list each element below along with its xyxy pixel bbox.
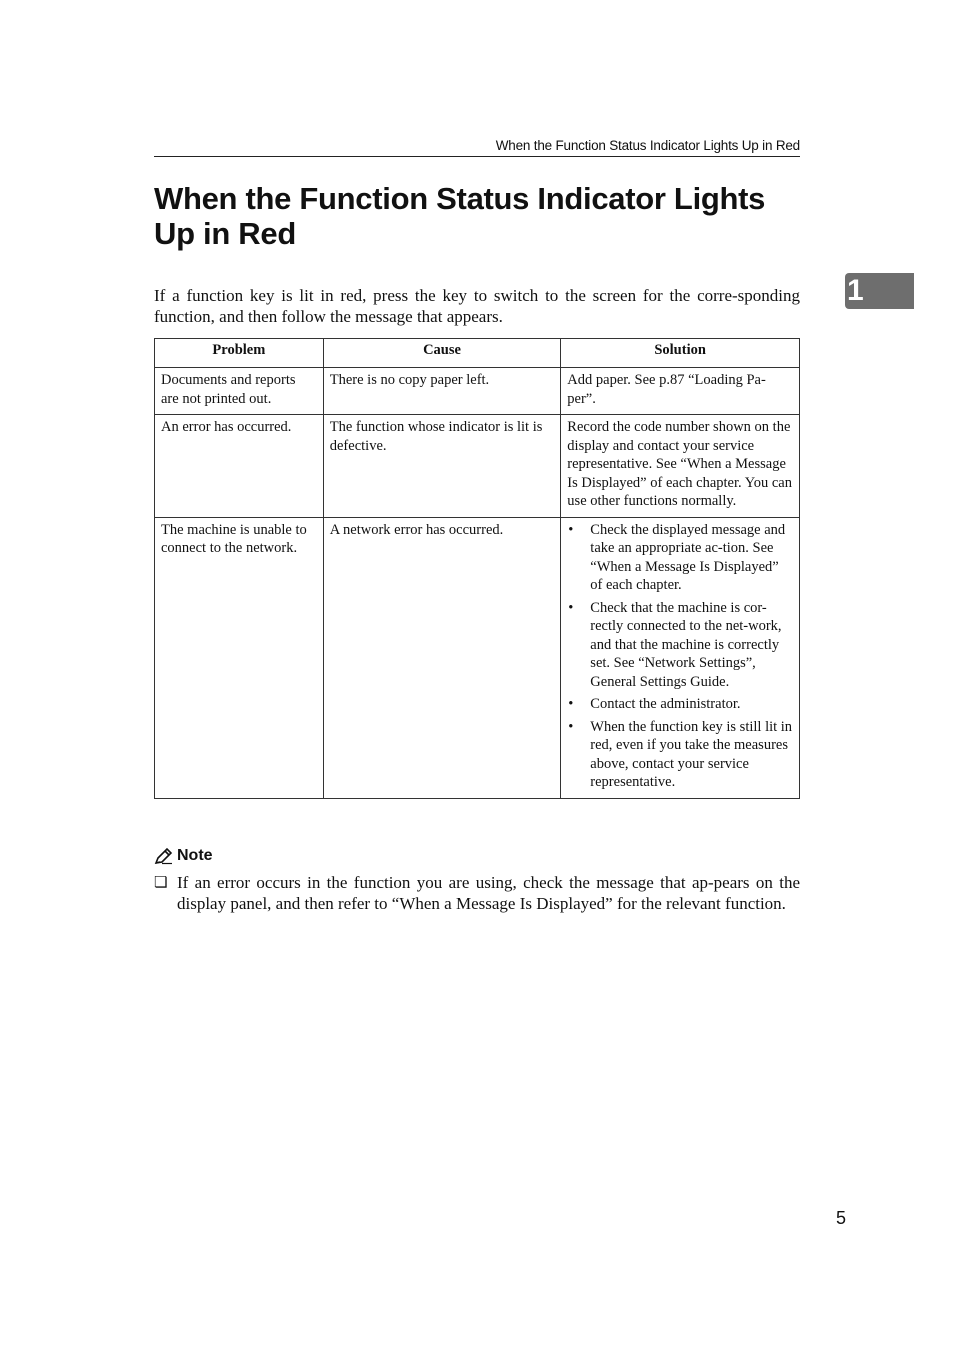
header-problem: Problem bbox=[155, 339, 324, 368]
solution-list bbox=[567, 521, 793, 792]
table-row bbox=[155, 368, 800, 415]
bullet-icon: • bbox=[568, 718, 574, 735]
solution-list-item bbox=[567, 599, 793, 692]
problem-cell: Documents and reports are not printed out. bbox=[155, 368, 324, 415]
solution-list-item bbox=[567, 695, 793, 714]
solution-text: Check the displayed message and take an appropriate ac-tion. See “When a Message Is Displayed” of each chapter. bbox=[590, 521, 786, 593]
table-row bbox=[155, 517, 800, 798]
solution-list-item bbox=[567, 718, 793, 792]
bullet-icon: • bbox=[568, 521, 574, 538]
note-item bbox=[154, 872, 800, 914]
solution-list-item bbox=[567, 521, 793, 595]
checkbox-icon: ❏ bbox=[154, 873, 168, 891]
header-cause: Cause bbox=[323, 339, 561, 368]
cause-cell: The function whose indicator is lit is defective. bbox=[323, 415, 561, 518]
solution-cell bbox=[561, 517, 800, 798]
solution-text: Contact the administrator. bbox=[590, 696, 741, 712]
solution-text: Check that the machine is cor-rectly connected to the net-work, and that the machine is correctly set. See “Network Settings”, General Settings Guide. bbox=[590, 599, 782, 690]
troubleshooting-table bbox=[154, 338, 800, 799]
note-heading bbox=[154, 847, 213, 865]
page-number: 5 bbox=[835, 1208, 846, 1228]
pencil-icon bbox=[154, 847, 174, 865]
running-header: When the Function Status Indicator Lights Up in Red bbox=[154, 138, 800, 157]
cause-cell: There is no copy paper left. bbox=[323, 368, 561, 415]
page-title: When the Function Status Indicator Lights Up in Red bbox=[154, 181, 766, 251]
table-header-row bbox=[155, 339, 800, 368]
header-solution: Solution bbox=[561, 339, 800, 368]
bullet-icon: • bbox=[568, 696, 574, 712]
table-row bbox=[155, 415, 800, 518]
bullet-icon: • bbox=[568, 599, 574, 616]
note-text: If an error occurs in the function you are using, check the message that ap-pears on the display panel, and then refer to “When a Message Is Displayed” for the relevant function. bbox=[177, 873, 800, 913]
solution-cell: Add paper. See p.87 “Loading Pa-per”. bbox=[561, 368, 800, 415]
problem-cell: An error has occurred. bbox=[155, 415, 324, 518]
chapter-tab: 1 bbox=[845, 273, 914, 309]
intro-paragraph: If a function key is lit in red, press the key to switch to the screen for the corre-sponding function, and then follow the message that appears. bbox=[154, 286, 800, 326]
solution-text: When the function key is still lit in red, even if you take the measures above, contact your service representative. bbox=[590, 718, 793, 790]
problem-cell: The machine is unable to connect to the network. bbox=[155, 517, 324, 798]
note-label: Note bbox=[177, 847, 213, 864]
solution-cell: Record the code number shown on the display and contact your service representative. See “When a Message Is Displayed” of each chapter. You can use other functions normally. bbox=[561, 415, 800, 518]
cause-cell: A network error has occurred. bbox=[323, 517, 561, 798]
